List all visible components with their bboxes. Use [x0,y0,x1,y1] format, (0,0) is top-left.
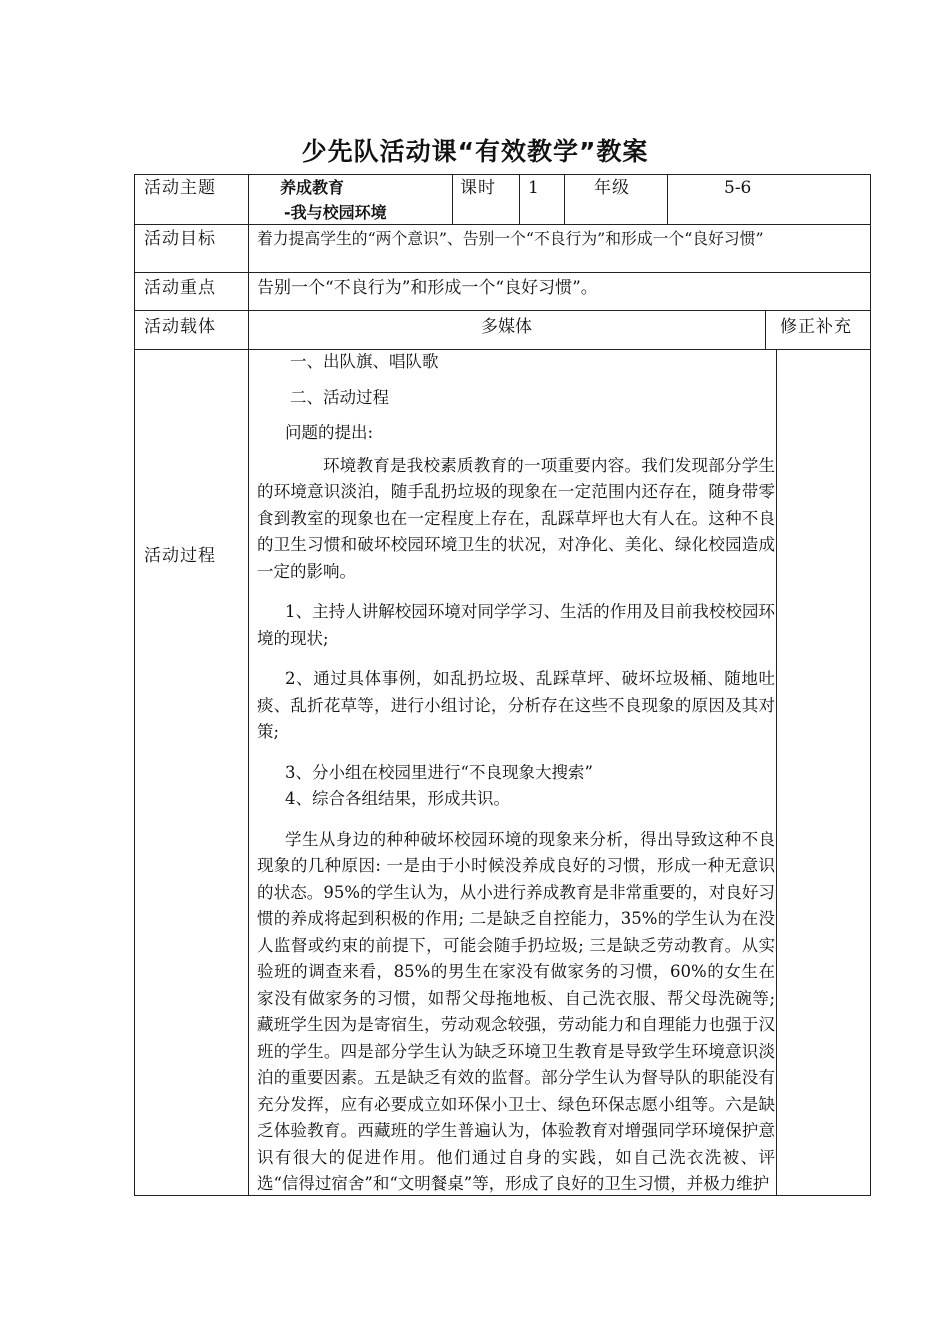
process-item-flag: 一、出队旗、唱队歌 [290,352,439,371]
document-title: 少先队活动课“有效教学”教案 [301,137,649,166]
process-step: 1、主持人讲解校园环境对同学学习、生活的作用及目前我校校园环境的现状; [257,602,775,648]
process-step: 3、分小组在校园里进行“不良现象大搜索” [285,762,593,782]
column-divider [519,174,520,225]
column-divider [452,174,453,225]
row-divider [134,272,871,273]
topic-main: 养成教育 [280,178,345,197]
hours-label: 课时 [460,178,496,198]
revise-label: 修正补充 [780,317,852,337]
focus-value: 告别一个“不良行为”和形成一个“良好习惯”。 [257,278,598,298]
goal-label: 活动目标 [144,229,216,249]
topic-label: 活动主题 [144,178,216,198]
process-question-heading: 问题的提出: [285,423,374,442]
focus-label: 活动重点 [144,278,216,298]
lesson-plan-table [134,174,871,1196]
medium-label: 活动载体 [144,317,216,337]
table-border-left [134,174,135,1196]
goal-value: 着力提高学生的“两个意识”、告别一个“不良行为”和形成一个“良好习惯” [257,229,764,248]
column-divider [564,174,565,225]
process-content [257,349,775,1198]
hours-value: 1 [528,178,539,198]
row-divider [134,224,871,225]
topic-sub: -我与校园环境 [284,203,387,222]
process-item-activity: 二、活动过程 [290,387,389,407]
grade-value: 5-6 [724,178,752,198]
process-label: 活动过程 [144,546,216,566]
process-paragraph: 环境教育是我校素质教育的一项重要内容。我们发现部分学生的环境意识淡泊，随手乱扔垃圾的现象在一定范围内还存在，随身带零食到教室的现象也在一定程度上存在，乱踩草坪也大有人在。这种不良的卫生习惯和破坏校园环境卫生的状况，对净化、美化、绿化校园造成一定的影响。 [257,455,775,581]
column-divider [765,310,766,350]
process-step: 2、通过具体事例，如乱扔垃圾、乱踩草坪、破坏垃圾桶、随地吐痰、乱折花草等，进行小组讨论，分析存在这些不良现象的原因及其对策; [257,669,775,741]
label-column-divider [248,174,249,1196]
process-analysis: 学生从身边的种种破坏校园环境的现象来分析，得出导致这种不良现象的几种原因: 一是由于小时候没养成良好的习惯，形成一种无意识的状态。95%的学生认为，从小进行养成教育是非常重要的，对良好习惯的养成将起到积极的作用; 二是缺乏自控能力，35%的学生认为在没人监督或约束的前提下，可能会随手扔垃圾; 三是缺乏劳动教育。从实验班的调查来看，85%的男生在家没有做家务的习惯，60%的女生在家没有做家务的习惯，如帮父母拖地板、自己洗衣服、帮父母洗碗等; 藏班学生因为是寄宿生，劳动观念较强，劳动能力和自理能力也强于汉班的学生。四是部分学生认为缺乏环境卫生教育是导致学生环境意识淡泊的重要因素。五是缺乏有效的监督。部分学生认为督导队的职能没有充分发挥，应有必要成立如环保小卫士、绿色环保志愿小组等。六是缺乏体验教育。西藏班的学生普遍认为，体验教育对增强同学环境保护意识有很大的促进作用。他们通过自身的实践，如自己洗衣洗被、评选“信得过宿舍”和“文明餐桌”等，形成了良好的卫生习惯，并极力维护 [257,829,775,1193]
grade-label: 年级 [594,178,630,198]
column-divider [667,174,668,225]
medium-value: 多媒体 [481,317,532,337]
process-step: 4、综合各组结果，形成共识。 [285,789,511,808]
column-divider [776,349,777,1196]
table-border-right [870,174,871,1196]
table-border-top [134,174,871,175]
row-divider [134,310,871,311]
